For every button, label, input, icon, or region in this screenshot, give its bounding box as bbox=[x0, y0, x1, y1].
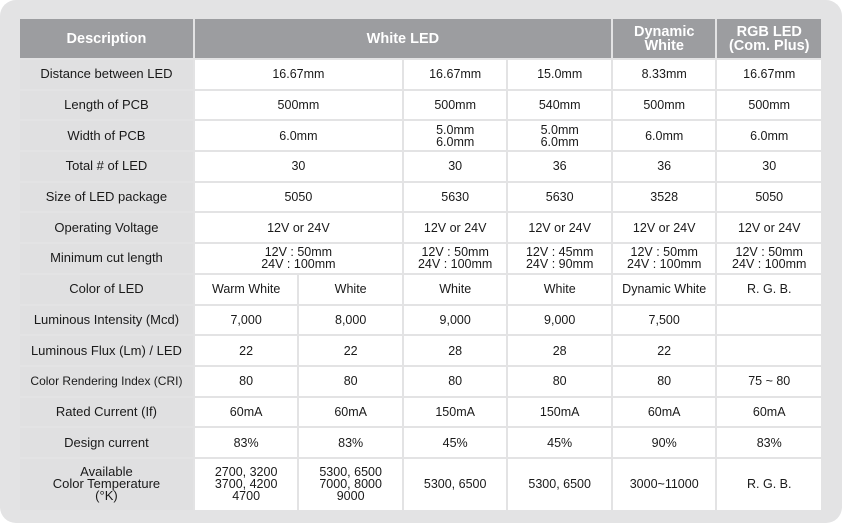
table-cell bbox=[508, 306, 611, 335]
row-label-cut bbox=[20, 244, 193, 273]
header-dynamic-white bbox=[613, 19, 716, 58]
table-row-length bbox=[20, 91, 821, 120]
table-cell bbox=[717, 306, 821, 335]
table-cell bbox=[195, 244, 402, 273]
table-cell bbox=[195, 428, 298, 457]
table-cell bbox=[404, 121, 507, 150]
table-cell bbox=[299, 367, 402, 396]
table-row-flux bbox=[20, 336, 821, 365]
cell-value: 90% bbox=[651, 435, 677, 450]
table-cell bbox=[613, 152, 716, 181]
header-rgb-led-label: RGB LED (Com. Plus) bbox=[728, 23, 810, 54]
table-cell bbox=[613, 306, 716, 335]
cell-value: 22 bbox=[343, 343, 358, 358]
cell-value: 28 bbox=[552, 343, 567, 358]
table-cell bbox=[195, 306, 298, 335]
table-cell bbox=[717, 428, 821, 457]
table-cell bbox=[404, 183, 507, 212]
cell-value: 36 bbox=[552, 159, 567, 174]
table-cell bbox=[613, 275, 716, 304]
table-cell bbox=[613, 60, 716, 89]
table-cell bbox=[404, 336, 507, 365]
cell-value: 150mA bbox=[539, 404, 580, 419]
cell-value: 12V : 50mm 24V : 100mm bbox=[261, 245, 336, 272]
cell-value: 12V or 24V bbox=[267, 220, 330, 235]
cell-value: 500mm bbox=[643, 98, 686, 113]
cell-value: White bbox=[543, 282, 576, 297]
table-cell bbox=[613, 336, 716, 365]
cell-value: 45% bbox=[547, 435, 573, 450]
row-label-text: Available Color Temperature (°K) bbox=[52, 464, 161, 504]
table-cell bbox=[717, 275, 821, 304]
cell-value: 80 bbox=[448, 374, 463, 389]
row-label-total bbox=[20, 152, 193, 181]
table-cell bbox=[195, 121, 402, 150]
table-cell bbox=[404, 213, 507, 242]
table-cell bbox=[195, 152, 402, 181]
table-cell bbox=[613, 91, 716, 120]
cell-value: 12V or 24V bbox=[528, 220, 591, 235]
row-label-length bbox=[20, 91, 193, 120]
table-cell bbox=[195, 336, 298, 365]
table-cell bbox=[299, 428, 402, 457]
row-label-text: Operating Voltage bbox=[54, 219, 159, 235]
table-cell bbox=[613, 121, 716, 150]
row-label-text: Size of LED package bbox=[45, 189, 168, 205]
cell-value: 80 bbox=[343, 374, 358, 389]
cell-value: 30 bbox=[448, 159, 463, 174]
cell-value: 22 bbox=[239, 343, 254, 358]
cell-value: 7,500 bbox=[648, 312, 680, 327]
table-cell bbox=[508, 60, 611, 89]
cell-value: 16.67mm bbox=[743, 67, 796, 82]
table-cell bbox=[613, 367, 716, 396]
cell-value: 83% bbox=[338, 435, 364, 450]
row-label-width bbox=[20, 121, 193, 150]
table-cell bbox=[299, 275, 402, 304]
table-cell bbox=[613, 213, 716, 242]
table-cell bbox=[508, 152, 611, 181]
row-label-text: Color Rendering Index (CRI) bbox=[30, 374, 183, 389]
table-row-intensity bbox=[20, 306, 821, 335]
cell-value: Warm White bbox=[211, 282, 281, 297]
cell-value: 12V : 50mm 24V : 100mm bbox=[417, 245, 493, 272]
table-cell bbox=[195, 91, 402, 120]
cell-value: 30 bbox=[291, 159, 306, 174]
table-cell bbox=[508, 459, 611, 510]
cell-value: 30 bbox=[762, 159, 777, 174]
row-label-text: Distance between LED bbox=[40, 66, 173, 82]
cell-value: 12V or 24V bbox=[423, 220, 487, 235]
row-label-intensity bbox=[20, 306, 193, 335]
table-row-distance bbox=[20, 60, 821, 89]
cell-value: 5630 bbox=[545, 190, 574, 205]
cell-value: Dynamic White bbox=[622, 282, 707, 297]
cell-value: 6.0mm bbox=[279, 128, 318, 143]
cell-value: 5300, 6500 bbox=[528, 477, 591, 492]
cell-value: 8.33mm bbox=[641, 67, 687, 82]
cell-value: 6.0mm bbox=[750, 128, 789, 143]
table-cell bbox=[613, 459, 716, 510]
row-label-package bbox=[20, 183, 193, 212]
cell-value: 15.0mm bbox=[537, 67, 583, 82]
row-label-current bbox=[20, 398, 193, 427]
table-body bbox=[20, 60, 821, 510]
table-cell bbox=[404, 244, 507, 273]
table-row-package bbox=[20, 183, 821, 212]
cell-value: 500mm bbox=[277, 98, 320, 113]
table-cell bbox=[195, 275, 298, 304]
cell-value: 16.67mm bbox=[272, 67, 325, 82]
led-spec-table bbox=[18, 17, 823, 512]
table-cell bbox=[195, 459, 298, 510]
table-cell bbox=[717, 336, 821, 365]
cell-value: 12V : 45mm 24V : 90mm bbox=[525, 245, 594, 272]
row-label-text: Design current bbox=[64, 434, 149, 450]
cell-value: 80 bbox=[657, 374, 672, 389]
row-label-flux bbox=[20, 336, 193, 365]
cell-value: 500mm bbox=[434, 98, 476, 113]
cell-value: 9,000 bbox=[439, 312, 471, 327]
cell-value: 500mm bbox=[748, 98, 791, 113]
cell-value: 5050 bbox=[284, 190, 313, 205]
cell-value: 36 bbox=[657, 159, 672, 174]
table-cell bbox=[717, 244, 821, 273]
cell-value: 60mA bbox=[334, 404, 367, 419]
cell-value: 5050 bbox=[755, 190, 784, 205]
table-cell bbox=[508, 336, 611, 365]
header-description: Description bbox=[20, 19, 193, 58]
row-label-voltage bbox=[20, 213, 193, 242]
cell-value: 12V : 50mm 24V : 100mm bbox=[732, 245, 807, 272]
cell-value: 60mA bbox=[752, 404, 786, 419]
cell-value: 5300, 6500 7000, 8000 9000 bbox=[319, 465, 382, 504]
table-cell bbox=[717, 213, 821, 242]
cell-value: 60mA bbox=[229, 404, 263, 419]
cell-value: White bbox=[334, 282, 367, 297]
table-cell bbox=[404, 275, 507, 304]
table-cell bbox=[299, 336, 402, 365]
row-label-text: Luminous Flux (Lm) / LED bbox=[30, 342, 182, 358]
table-cell bbox=[195, 213, 402, 242]
header-white-led: White LED bbox=[195, 19, 611, 58]
table-cell bbox=[299, 398, 402, 427]
cell-value: 12V : 50mm 24V : 100mm bbox=[627, 245, 702, 272]
cell-value: 75 ~ 80 bbox=[748, 374, 791, 389]
row-label-text: Luminous Intensity (Mcd) bbox=[33, 311, 180, 327]
cell-value: 2700, 3200 3700, 4200 4700 bbox=[214, 465, 278, 504]
cell-value: 6.0mm bbox=[645, 128, 684, 143]
cell-value: 3528 bbox=[650, 190, 679, 205]
table-cell bbox=[613, 244, 716, 273]
table-row-voltage bbox=[20, 213, 821, 242]
cell-value: 5.0mm 6.0mm bbox=[540, 122, 579, 149]
table-row-color bbox=[20, 275, 821, 304]
table-row-width bbox=[20, 121, 821, 150]
table-cell bbox=[404, 60, 507, 89]
cell-value: 80 bbox=[552, 374, 567, 389]
cell-value: 7,000 bbox=[230, 312, 262, 327]
cell-value: 5300, 6500 bbox=[423, 477, 487, 492]
cell-value: 3000~11000 bbox=[629, 477, 699, 492]
cell-value: White bbox=[439, 282, 472, 297]
header-dynamic-white-label: Dynamic White bbox=[633, 23, 695, 54]
table-cell bbox=[717, 121, 821, 150]
table-cell bbox=[195, 60, 402, 89]
cell-value: 9,000 bbox=[544, 312, 576, 327]
table-header-row bbox=[20, 19, 821, 58]
table-row-temp bbox=[20, 459, 821, 510]
cell-value: 8,000 bbox=[335, 312, 367, 327]
table-cell bbox=[508, 398, 611, 427]
cell-value: 22 bbox=[657, 343, 672, 358]
cell-value: 150mA bbox=[435, 404, 475, 419]
table-cell bbox=[717, 367, 821, 396]
table-cell bbox=[717, 152, 821, 181]
table-cell bbox=[717, 60, 821, 89]
table-cell bbox=[508, 275, 611, 304]
table-cell bbox=[508, 213, 611, 242]
table-cell bbox=[508, 91, 611, 120]
table-cell bbox=[299, 459, 402, 510]
cell-value: 5630 bbox=[441, 190, 470, 205]
table-cell bbox=[195, 367, 298, 396]
cell-value: R. G. B. bbox=[747, 477, 792, 492]
row-label-text: Width of PCB bbox=[67, 127, 146, 143]
cell-value: 12V or 24V bbox=[632, 220, 696, 235]
cell-value: 12V or 24V bbox=[737, 220, 801, 235]
cell-value: 60mA bbox=[647, 404, 681, 419]
table-cell bbox=[404, 367, 507, 396]
table-cell bbox=[717, 91, 821, 120]
cell-value: R. G. B. bbox=[747, 282, 792, 297]
row-label-temp bbox=[20, 459, 193, 510]
table-cell bbox=[613, 428, 716, 457]
table-cell bbox=[613, 398, 716, 427]
table-cell bbox=[404, 428, 507, 457]
table-row-cri bbox=[20, 367, 821, 396]
cell-value: 5.0mm 6.0mm bbox=[436, 122, 475, 149]
row-label-text: Total # of LED bbox=[65, 158, 148, 174]
row-label-text: Minimum cut length bbox=[50, 250, 163, 266]
row-label-distance bbox=[20, 60, 193, 89]
table-cell bbox=[717, 183, 821, 212]
cell-value: 45% bbox=[442, 435, 468, 450]
row-label-design bbox=[20, 428, 193, 457]
table-cell bbox=[717, 459, 821, 510]
table-row-total bbox=[20, 152, 821, 181]
table-cell bbox=[508, 244, 611, 273]
table-cell bbox=[195, 183, 402, 212]
table-cell bbox=[508, 183, 611, 212]
table-cell bbox=[508, 367, 611, 396]
table-cell bbox=[404, 306, 507, 335]
table-cell bbox=[508, 121, 611, 150]
row-label-text: Color of LED bbox=[69, 281, 144, 297]
table-row-design bbox=[20, 428, 821, 457]
table-cell bbox=[613, 183, 716, 212]
header-rgb-led bbox=[717, 19, 821, 58]
table-cell bbox=[299, 306, 402, 335]
table-cell bbox=[195, 398, 298, 427]
table-cell bbox=[508, 428, 611, 457]
table-cell bbox=[404, 91, 507, 120]
table-cell bbox=[717, 398, 821, 427]
table-row-current bbox=[20, 398, 821, 427]
cell-value: 16.67mm bbox=[429, 67, 482, 82]
cell-value: 540mm bbox=[538, 98, 581, 113]
table-cell bbox=[404, 459, 507, 510]
cell-value: 28 bbox=[448, 343, 463, 358]
cell-value: 80 bbox=[239, 374, 254, 389]
table-row-cut bbox=[20, 244, 821, 273]
table-cell bbox=[404, 152, 507, 181]
row-label-color bbox=[20, 275, 193, 304]
table-cell bbox=[404, 398, 507, 427]
row-label-text: Length of PCB bbox=[64, 97, 149, 113]
row-label-cri bbox=[20, 367, 193, 396]
cell-value: 83% bbox=[756, 435, 782, 450]
row-label-text: Rated Current (If) bbox=[55, 403, 158, 419]
cell-value: 83% bbox=[233, 435, 259, 450]
